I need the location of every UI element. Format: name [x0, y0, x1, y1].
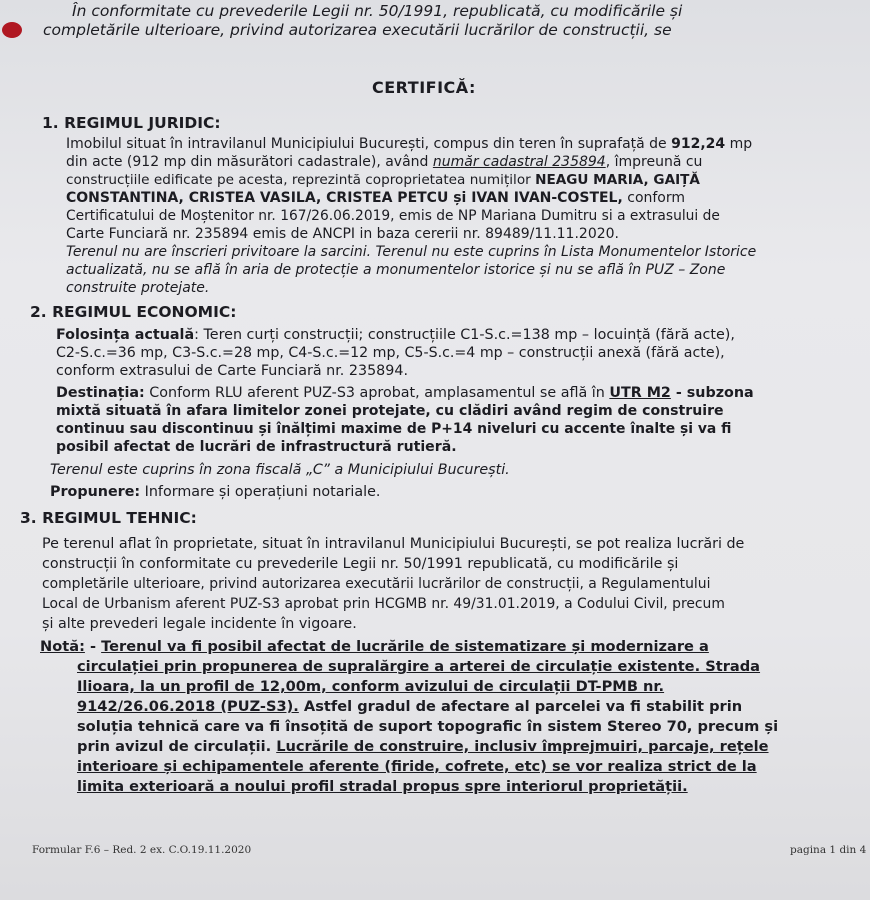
- s3-line-1: Pe terenul aflat în proprietate, situat în intravilanul Municipiului București, se pot realiza lucrări de: [42, 536, 745, 552]
- s1-line-2: din acte (912 mp din măsurători cadastrale), având număr cadastral 235894, împreună cu: [66, 154, 703, 170]
- intro-line-2: completările ulterioare, privind autorizarea executării lucrărilor de construcții, se: [43, 21, 672, 39]
- nota-line-5: soluția tehnică care va fi însoțită de suport topografic în sistem Stereo 70, precum și: [77, 718, 779, 735]
- intro-line-1: În conformitate cu prevederile Legii nr. 50/1991, republicată, cu modificările și: [72, 2, 683, 20]
- s2-destinatia-line-4: posibil afectat de lucrări de infrastructură rutieră.: [56, 439, 457, 455]
- s1-line-7: Terenul nu are înscrieri privitoare la sarcini. Terenul nu este cuprins în Lista Monumentelor Istorice: [66, 244, 757, 260]
- s1-line-5: Certificatului de Moștenitor nr. 167/26.06.2019, emis de NP Mariana Dumitru si a extrasului de: [66, 208, 720, 224]
- nota-line-8: limita exterioară a noului profil stradal propus spre interiorul proprietății.: [77, 778, 688, 795]
- s2-folosinta-line-3: conform extrasului de Carte Funciară nr. 235894.: [56, 363, 409, 379]
- s1-line-6: Carte Funciară nr. 235894 emis de ANCPI in baza cererii nr. 89489/11.11.2020.: [66, 226, 619, 242]
- s2-folosinta-line-1: Folosința actuală: Teren curți construcții; construcțiile C1-S.c.=138 mp – locuință (fără acte),: [56, 327, 735, 343]
- s3-line-4: Local de Urbanism aferent PUZ-S3 aprobat prin HCGMB nr. 49/31.01.2019, a Codului Civil, precum: [42, 596, 725, 612]
- s3-line-5: și alte prevederi legale incidente în vigoare.: [42, 616, 357, 632]
- section-3-heading: 3. REGIMUL TEHNIC:: [20, 509, 197, 527]
- cadastral-number: număr cadastral 235894: [432, 154, 606, 170]
- s3-line-2: construcții în conformitate cu prevederile Legii nr. 50/1991 republicată, cu modificările și: [42, 556, 679, 572]
- s1-line-8: actualizată, nu se află în aria de protecție a monumentelor istorice și nu se află în PUZ – Zone: [66, 262, 726, 278]
- section-1-heading: 1. REGIMUL JURIDIC:: [42, 114, 221, 132]
- certifica-title: CERTIFICĂ:: [372, 78, 476, 97]
- footer-form-code: Formular F.6 – Red. 2 ex. C.O.19.11.2020: [32, 844, 252, 856]
- nota-line-7: interioare și echipamentele aferente (firide, cofrete, etc) se vor realiza strict de la: [77, 758, 757, 775]
- nota-line-1: Notă: - Terenul va fi posibil afectat de lucrările de sistematizare și modernizare a: [40, 638, 709, 655]
- s2-destinatia-line-1: Destinația: Conform RLU aferent PUZ-S3 aprobat, amplasamentul se află în UTR M2 - subzona: [56, 385, 754, 401]
- nota-line-2: circulației prin propunerea de supralărgire a arterei de circulație existente. Strada: [77, 658, 761, 675]
- nota-line-3: Ilioara, la un profil de 12,00m, conform avizului de circulații DT-PMB nr.: [77, 678, 665, 695]
- punch-hole-mark: [2, 22, 22, 38]
- section-2-heading: 2. REGIMUL ECONOMIC:: [30, 303, 237, 321]
- footer-page-number: pagina 1 din 4: [790, 844, 867, 856]
- nota-line-6: prin avizul de circulații. Lucrările de construire, inclusiv împrejmuiri, parcaje, rețele: [77, 738, 769, 755]
- s2-folosinta-line-2: C2-S.c.=36 mp, C3-S.c.=28 mp, C4-S.c.=12 mp, C5-S.c.=4 mp – construcții anexă (fără acte),: [56, 345, 725, 361]
- s1-line-1: Imobilul situat în intravilanul Municipiului București, compus din teren în suprafață de 912,24 mp: [66, 136, 753, 152]
- s2-destinatia-line-3: continuu sau discontinuu și înălțimi maxime de P+14 niveluri cu accente înalte și va fi: [56, 421, 732, 437]
- s1-line-3: construcțiile edificate pe acesta, reprezintă coproprietatea numiților NEAGU MARIA, GAIȚĂ: [66, 172, 700, 188]
- s1-line-4: CONSTANTINA, CRISTEA VASILA, CRISTEA PETCU și IVAN IVAN-COSTEL, conform: [66, 190, 686, 206]
- s3-line-3: completările ulterioare, privind autorizarea executării lucrărilor de construcții, a Regulamentului: [42, 576, 711, 592]
- nota-line-4: 9142/26.06.2018 (PUZ-S3). Astfel gradul de afectare al parcelei va fi stabilit prin: [77, 698, 743, 715]
- s1-line-9: construite protejate.: [66, 280, 210, 296]
- s2-zona-fiscala: Terenul este cuprins în zona fiscală „C” a Municipiului București.: [50, 462, 510, 478]
- s2-propunere: Propunere: Informare și operațiuni notariale.: [50, 484, 381, 500]
- s2-destinatia-line-2: mixtă situată în afara limitelor zonei protejate, cu clădiri având regim de construire: [56, 403, 724, 419]
